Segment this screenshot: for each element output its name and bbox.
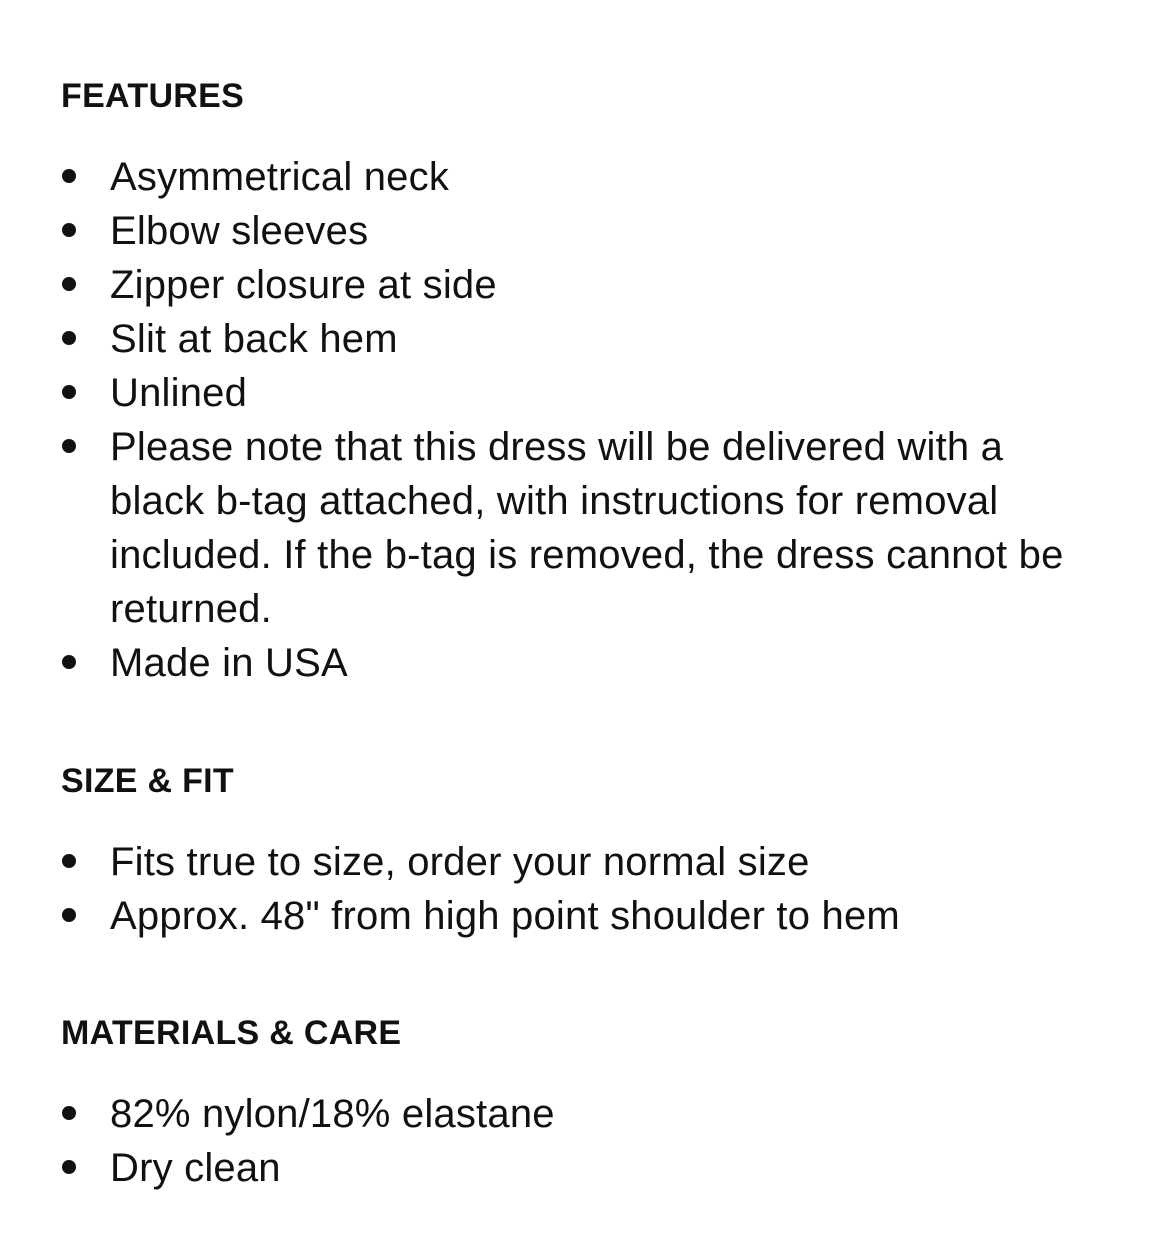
features-list [0,150,1170,690]
size-fit-section [0,761,1170,943]
list-item [0,366,1170,420]
bullet-icon [62,169,76,183]
bullet-icon [62,331,76,345]
list-item-text: Elbow sleeves [110,209,369,253]
list-item [0,1087,1170,1141]
list-item [0,204,1170,258]
list-item-text: Made in USA [110,641,348,685]
features-section [0,76,1170,690]
list-item [0,835,1170,889]
list-item [0,258,1170,312]
bullet-icon [62,439,76,453]
materials-care-section [0,1013,1170,1195]
bullet-icon [62,1106,76,1120]
list-item [0,1141,1170,1195]
list-item-text: Asymmetrical neck [110,155,450,199]
list-item [0,636,1170,690]
list-item-text: Slit at back hem [110,317,398,361]
bullet-icon [62,385,76,399]
list-item-text: 82% nylon/18% elastane [110,1092,555,1136]
list-item-text: Zipper closure at side [110,263,497,307]
list-item [0,420,1170,636]
list-item [0,312,1170,366]
bullet-icon [62,1160,76,1174]
size-fit-list [0,835,1170,943]
list-item-text: Please note that this dress will be delivered with a black b-tag attached, with instructions for removal included. If the b-tag is removed, the dress cannot be returned. [110,425,1064,631]
bullet-icon [62,854,76,868]
bullet-icon [62,277,76,291]
list-item [0,889,1170,943]
list-item-text: Dry clean [110,1146,281,1190]
materials-care-list [0,1087,1170,1195]
list-item-text: Approx. 48" from high point shoulder to hem [110,894,900,938]
list-item [0,150,1170,204]
features-heading: FEATURES [61,77,245,115]
bullet-icon [62,655,76,669]
list-item-text: Unlined [110,371,248,415]
size-fit-heading: SIZE & FIT [61,762,234,800]
bullet-icon [62,223,76,237]
bullet-icon [62,908,76,922]
list-item-text: Fits true to size, order your normal size [110,840,810,884]
materials-care-heading: MATERIALS & CARE [61,1014,402,1052]
